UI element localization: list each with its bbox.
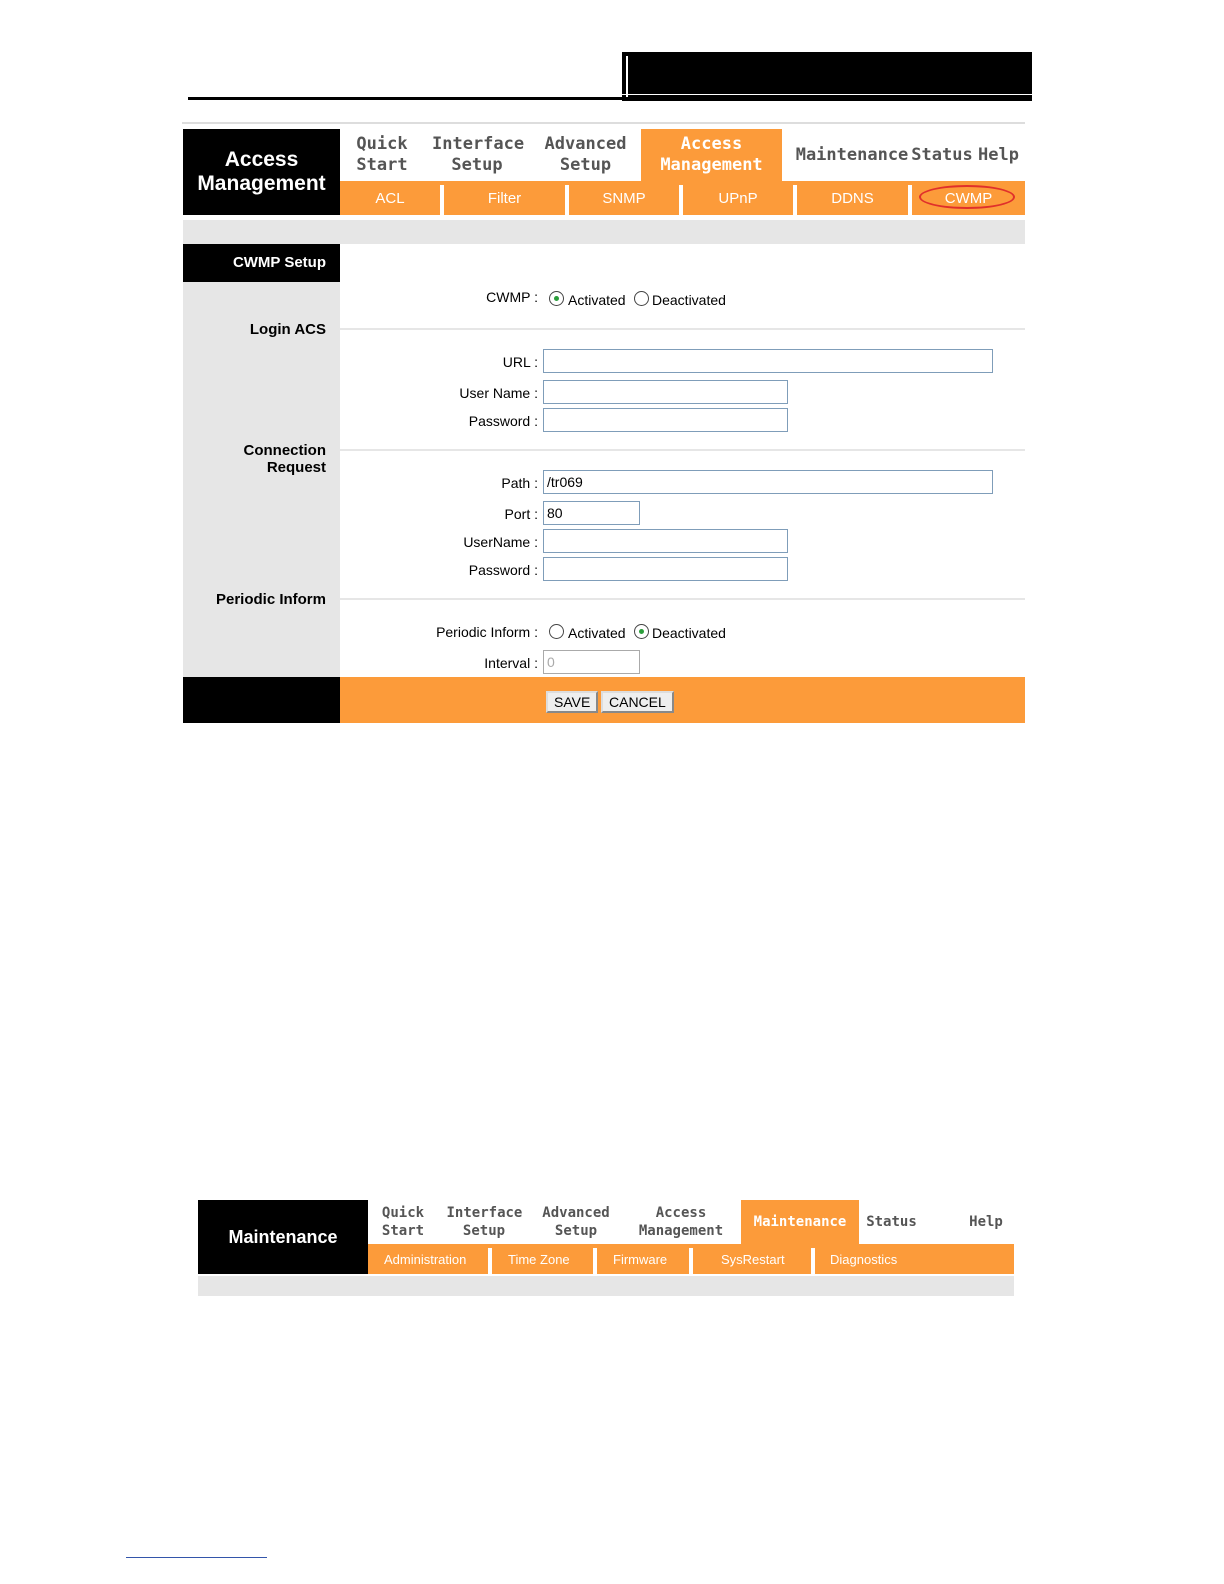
submenu-separator	[488, 1248, 492, 1274]
submenu-separator	[593, 1248, 597, 1274]
submenu-filter[interactable]: Filter	[487, 189, 522, 207]
periodic-deactivated-radio[interactable]	[634, 624, 649, 639]
cwmp-deactivated-radio[interactable]	[634, 291, 649, 306]
submenu-cwmp[interactable]: CWMP	[912, 181, 1025, 215]
section-divider	[340, 598, 1025, 600]
submenu2-time-zone[interactable]: Time Zone	[508, 1251, 570, 1267]
interval-label: Interval :	[484, 655, 538, 671]
submenu2-administration[interactable]: Administration	[384, 1251, 467, 1267]
submenu-separator	[811, 1248, 815, 1274]
top-rule	[182, 122, 1025, 124]
menu-advanced-setup[interactable]: Advanced Setup	[544, 134, 627, 175]
interval-input[interactable]: 0	[543, 650, 640, 674]
menu-access-management[interactable]: Access Management	[641, 129, 782, 181]
submenu2-diagnostics[interactable]: Diagnostics	[830, 1251, 898, 1267]
cwmp-form	[183, 244, 1025, 677]
top-menu	[340, 129, 1025, 181]
menu2-quick-start[interactable]: Quick Start	[381, 1205, 425, 1239]
brand-title: Access Management	[183, 129, 340, 215]
port-input[interactable]: 80	[543, 501, 640, 525]
footer-left	[183, 677, 340, 723]
connection-request-title: Connection Request	[243, 442, 326, 476]
menu-maintenance[interactable]: Maintenance	[795, 144, 909, 165]
brand-title-2: Maintenance	[198, 1200, 368, 1274]
submenu2-firmware[interactable]: Firmware	[613, 1251, 668, 1267]
cancel-button[interactable]: CANCEL	[601, 691, 674, 713]
cr-password-label: Password :	[468, 562, 538, 578]
sub-menu	[340, 181, 1025, 215]
highlight-ring	[919, 185, 1015, 209]
menu2-access-management[interactable]: Access Management	[638, 1205, 724, 1239]
menu2-interface-setup[interactable]: Interface Setup	[446, 1205, 523, 1239]
cwmp-label: CWMP :	[486, 289, 538, 305]
username-input[interactable]	[543, 380, 788, 404]
sub-menu-2	[368, 1244, 1014, 1274]
submenu-acl[interactable]: ACL	[375, 189, 405, 207]
menu-interface-setup[interactable]: Interface Setup	[432, 134, 525, 175]
menu-help[interactable]: Help	[978, 144, 1019, 165]
save-button[interactable]: SAVE	[546, 691, 598, 713]
url-label: URL :	[502, 354, 538, 370]
menu2-maintenance[interactable]: Maintenance	[741, 1200, 859, 1244]
cr-username-input[interactable]	[543, 529, 788, 553]
password-label: Password :	[468, 413, 538, 429]
submenu-upnp[interactable]: UPnP	[718, 189, 758, 207]
section-title: CWMP Setup	[183, 244, 340, 282]
footer-right	[340, 677, 1025, 723]
header-rule	[188, 97, 624, 100]
submenu-separator	[689, 1248, 693, 1274]
menu-status[interactable]: Status	[911, 144, 973, 165]
password-input[interactable]	[543, 408, 788, 432]
periodic-deactivated-label: Deactivated	[652, 625, 726, 641]
section-divider	[340, 328, 1025, 330]
periodic-activated-label: Activated	[568, 625, 626, 641]
section-divider	[340, 449, 1025, 451]
action-bar	[183, 677, 1025, 723]
footer-rule	[126, 1557, 267, 1558]
path-label: Path :	[501, 475, 538, 491]
url-input[interactable]	[543, 349, 993, 373]
cr-password-input[interactable]	[543, 557, 788, 581]
header-block	[622, 52, 1032, 101]
periodic-inform-title: Periodic Inform	[215, 591, 326, 608]
menu2-advanced-setup[interactable]: Advanced Setup	[542, 1205, 610, 1239]
spacer-bar	[183, 220, 1025, 244]
menu-quick-start[interactable]: Quick Start	[356, 134, 408, 175]
username-label: User Name :	[459, 385, 538, 401]
menu2-help[interactable]: Help	[969, 1214, 1003, 1230]
cr-username-label: UserName :	[463, 534, 538, 550]
cwmp-deactivated-label: Deactivated	[652, 292, 726, 308]
periodic-inform-label: Periodic Inform :	[436, 624, 538, 640]
menu2-status[interactable]: Status	[866, 1214, 917, 1230]
login-acs-title: Login ACS	[249, 321, 326, 338]
path-input[interactable]: /tr069	[543, 470, 993, 494]
submenu-snmp[interactable]: SNMP	[602, 189, 646, 207]
submenu2-sysrestart[interactable]: SysRestart	[721, 1251, 785, 1267]
spacer-bar-2	[198, 1276, 1014, 1296]
cwmp-activated-label: Activated	[568, 292, 626, 308]
cwmp-activated-radio[interactable]	[549, 291, 564, 306]
periodic-activated-radio[interactable]	[549, 624, 564, 639]
port-label: Port :	[504, 506, 538, 522]
submenu-ddns[interactable]: DDNS	[831, 189, 874, 207]
